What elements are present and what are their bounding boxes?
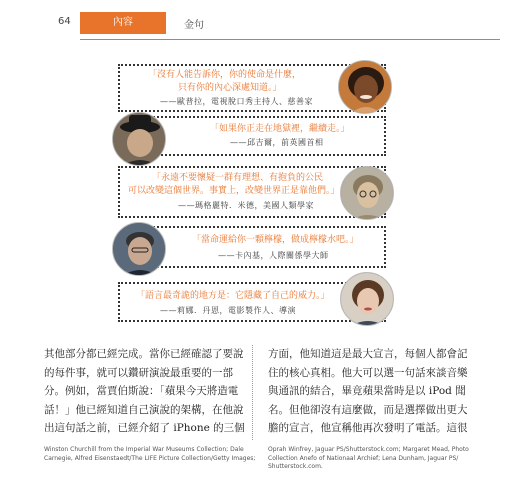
body-line: 住的核心真相。他大可以選一句話來談音樂 [268, 366, 468, 379]
quote-3-line-1: 「永遠不要懷疑一群有理想、有抱負的公民 [152, 173, 324, 183]
quote-3-attribution: ——瑪格麗特．米德，美國人類學家 [178, 201, 314, 210]
portrait-image [341, 167, 394, 220]
dale-carnegie-portrait [112, 222, 166, 276]
body-line: 分。例如，當賈伯斯說：「蘋果今天將造電 [44, 385, 239, 397]
body-line: 的每件事，就可以鑽研演說最重要的一部 [44, 366, 233, 379]
column-divider [252, 345, 253, 440]
body-column-left [44, 345, 244, 438]
section-subtitle: 金句 [184, 20, 204, 31]
quote-5-line-1: 「語言最奇詭的地方是：它隱藏了自己的威力。」 [136, 291, 330, 301]
body-line: 膽的宣言，他宣稱他再次發明了電話。這很 [268, 422, 468, 434]
credit-line: Winston Churchill from the Imperial War Museums Collection; Dale [44, 446, 244, 453]
quote-2-line-1: 「如果你正走在地獄裡，繼續走。」 [210, 124, 350, 134]
credit-line: Carnegie, Alfred Eisenstaedt/The LIFE Picture Collection/Getty Images; [44, 454, 256, 462]
quote-1-attribution: ——歐普拉，電視脫口秀主持人、慈善家 [160, 97, 313, 106]
quote-4-attribution: ——卡內基，人際關係學大師 [218, 251, 329, 260]
photo-credit-right [268, 446, 469, 472]
quote-5-attribution: ——莉娜．丹恩，電影製作人、導演 [160, 306, 296, 315]
page-header [30, 12, 500, 38]
portrait-image [339, 61, 392, 114]
credit-line: Shutterstock.com. [268, 463, 323, 470]
margaret-mead-portrait [340, 166, 394, 220]
credit-line: Oprah Winfrey, Jaguar PS/Shutterstock.com; Margaret Mead, Photo [268, 446, 469, 453]
portrait-image [341, 273, 394, 326]
quote-4-line-1: 「當命運給你一顆檸檬，做成檸檬水吧。」 [192, 235, 359, 245]
body-line: 名。但他卻沒有這麼做，而是選擇做出更大 [268, 403, 468, 416]
body-line: 話！」他已經知道自己演說的架構，在他說 [44, 403, 244, 416]
quote-3-line-2: 可以改變這個世界。事實上，改變世界正是靠他們。」 [128, 186, 340, 196]
header-rule [80, 39, 500, 40]
quote-1-line-1: 「沒有人能告訴你，你的使命是什麼， [148, 70, 302, 80]
quote-1-line-2: 只有你的內心深處知道。」 [178, 83, 282, 93]
quote-2-attribution: ——邱吉爾，前英國首相 [230, 138, 324, 147]
body-line: 與通訊的結合，畢竟蘋果當時是以 iPod 聞 [268, 385, 466, 397]
credit-line: Collection Anefo of Nationaal Archief; Lena Dunham, Jaguar PS/ [268, 454, 459, 462]
oprah-winfrey-portrait [338, 60, 392, 114]
lena-dunham-portrait [340, 272, 394, 326]
portrait-image [113, 113, 166, 166]
photo-credit-left [44, 446, 255, 463]
section-tab: 內容 [80, 12, 166, 34]
page-number: 64 [58, 16, 71, 27]
portrait-image [113, 223, 166, 276]
body-line: 其他部分都已經完成。當你已經確認了要說 [44, 348, 244, 360]
winston-churchill-portrait [112, 112, 166, 166]
body-column-right [268, 345, 468, 438]
body-line: 出這句話之前，已經介紹了 iPhone 的三個 [44, 422, 245, 434]
quote-box-2 [130, 116, 386, 156]
body-line: 方面，他知道這是最大宣言，每個人都會記 [268, 348, 468, 360]
